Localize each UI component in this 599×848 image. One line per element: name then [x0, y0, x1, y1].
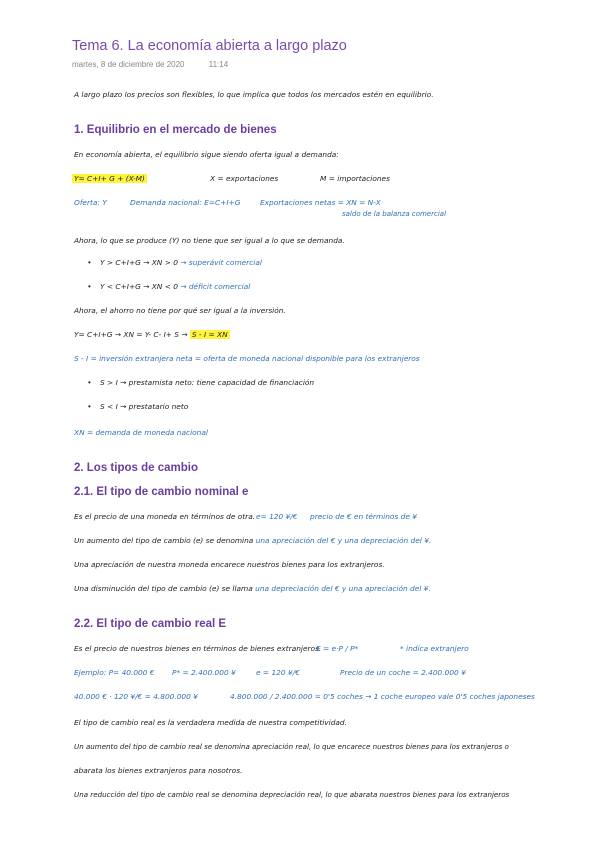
section-heading-2: 2. Los tipos de cambio: [74, 462, 198, 474]
bullet-dot: •: [88, 282, 91, 291]
oferta-label: Oferta: Y: [74, 198, 107, 207]
page-date: martes, 8 de diciembre de 2020: [72, 60, 185, 69]
bullet3-text: S > I → prestamista neto: tiene capacidad de financiación: [100, 378, 315, 387]
s1-line2: Ahora, lo que se produce (Y) no tiene que ser igual a lo que se demanda.: [74, 236, 345, 245]
n4-part2: una depreciación del € y una apreciación del ¥.: [255, 584, 431, 593]
n4-text: [74, 584, 431, 593]
r4-text: El tipo de cambio real es la verdadera medida de nuestra competitividad.: [74, 718, 347, 727]
s1-line3: Ahora, el ahorro no tiene por qué ser igual a la inversión.: [74, 306, 286, 315]
n1-text: Es el precio de una moneda en términos de otra.: [74, 512, 256, 521]
subsection-heading-2-2: 2.2. El tipo de cambio real E: [74, 618, 227, 630]
s1-line4: [74, 330, 230, 339]
r3-result: 4.800.000 / 2.400.000 = 0'5 coches → 1 coche europeo vale 0'5 coches japoneses: [230, 692, 535, 701]
bullet2-note: → déficit comercial: [180, 282, 251, 291]
page-title: Tema 6. La economía abierta a largo plazo: [72, 38, 347, 54]
r2-example: Ejemplo: P= 40.000 €: [74, 668, 155, 677]
s1-equation: [72, 174, 147, 183]
s1-line6: XN = demanda de moneda nacional: [74, 428, 208, 437]
demanda-label: Demanda nacional: E=C+I+G: [130, 198, 241, 207]
r1-text: Es el precio de nuestros bienes en términos de bienes extranjeros.: [74, 644, 322, 653]
bullet2-text: [100, 282, 250, 291]
x-definition: X = exportaciones: [210, 174, 279, 183]
section-heading-1: 1. Equilibrio en el mercado de bienes: [74, 124, 277, 136]
r1-note: * indica extranjero: [400, 644, 469, 653]
saldo-note: saldo de la balanza comercial: [342, 210, 447, 218]
s1-line4-formula: Y= C+I+G → XN = Y- C- I+ S →: [74, 330, 188, 339]
bullet-dot: •: [88, 378, 91, 387]
bullet4-text: S < I → prestatario neto: [100, 402, 189, 411]
page-time: 11:14: [208, 60, 229, 69]
s1-line4-highlight: S - I = XN: [191, 330, 228, 339]
xn-definition: Exportaciones netas = XN = N-X: [260, 198, 381, 207]
n1-note: precio de € en términos de ¥: [310, 512, 417, 521]
s1-line1: En economía abierta, el equilibrio sigue siendo oferta igual a demanda:: [74, 150, 339, 159]
bullet1-note: → superávit comercial: [180, 258, 262, 267]
bullet-dot: •: [88, 258, 91, 267]
n1-exchange: e= 120 ¥/€: [256, 512, 298, 521]
subsection-heading-2-1: 2.1. El tipo de cambio nominal e: [74, 486, 249, 498]
m-definition: M = importaciones: [320, 174, 390, 183]
n2-text: [74, 536, 431, 545]
n2-part1: Un aumento del tipo de cambio (e) se denomina: [74, 536, 254, 545]
r6-text: abarata los bienes extranjeros para nosotros.: [74, 766, 243, 775]
n4-part1: Una disminución del tipo de cambio (e) se llama: [74, 584, 253, 593]
r1-formula: E = e·P / P*: [316, 644, 359, 653]
r2-car-price: Precio de un coche = 2.400.000 ¥: [340, 668, 466, 677]
n2-part2: una apreciación del € y una depreciación del ¥.: [255, 536, 432, 545]
r3-calc: 40.000 € · 120 ¥/€ = 4.800.000 ¥: [74, 692, 198, 701]
r5-text: Un aumento del tipo de cambio real se denomina apreciación real, lo que encarece nuestros bienes para los extranjeros o: [74, 742, 509, 751]
r7-text: Una reducción del tipo de cambio real se denomina depreciación real, lo que abarata nuestros bienes para los extranjeros: [74, 790, 510, 799]
intro-text: A largo plazo los precios son flexibles, lo que implica que todos los mercados estén en equilibrio.: [74, 90, 434, 99]
n3-text: Una apreciación de nuestra moneda encarece nuestros bienes para los extranjeros.: [74, 560, 385, 569]
bullet1-formula: Y > C+I+G → XN > 0: [100, 258, 178, 267]
s1-equation-highlight: Y= C+I+ G + (X-M): [74, 174, 145, 183]
bullet-dot: •: [88, 402, 91, 411]
bullet1-text: [100, 258, 262, 267]
r2-e: e = 120 ¥/€: [256, 668, 300, 677]
bullet2-formula: Y < C+I+G → XN < 0: [100, 282, 178, 291]
page-meta: [72, 60, 250, 69]
r2-pstar: P* = 2.400.000 ¥: [172, 668, 236, 677]
s1-line5: S - I = inversión extranjera neta = oferta de moneda nacional disponible para los extranjeros: [74, 354, 420, 363]
